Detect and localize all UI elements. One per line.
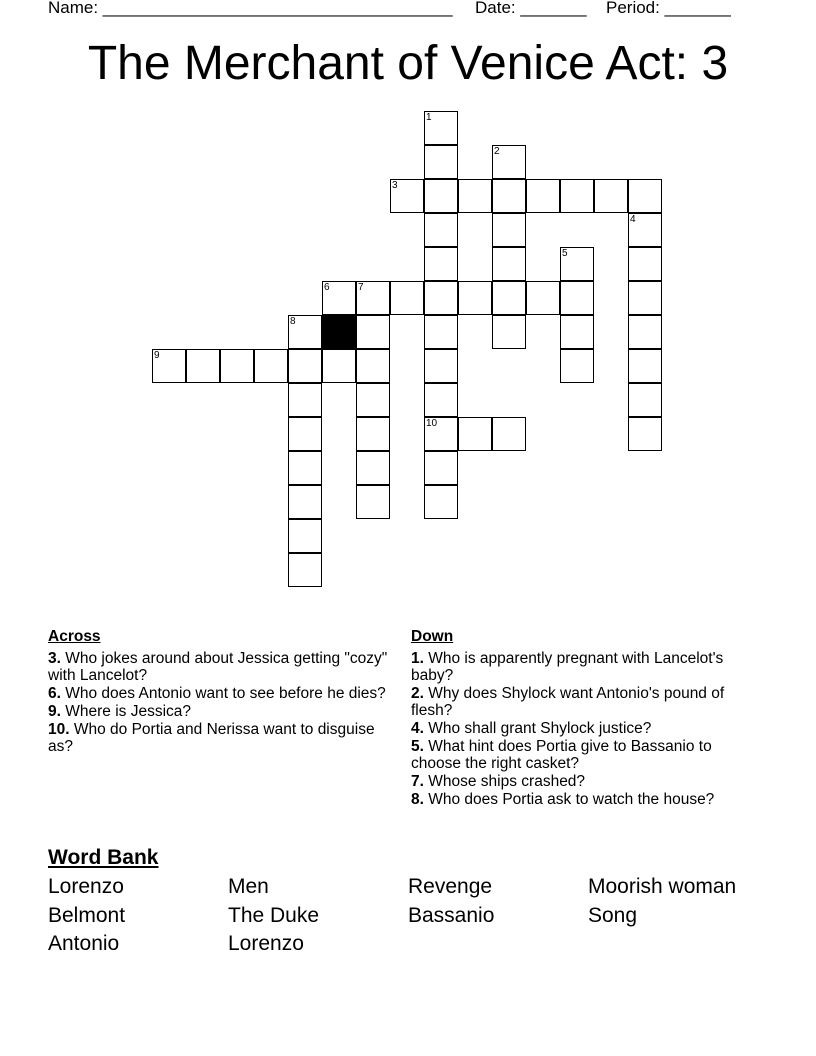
crossword-cell[interactable] — [424, 315, 458, 349]
crossword-cell[interactable] — [628, 383, 662, 417]
crossword-cell[interactable] — [424, 179, 458, 213]
crossword-cell[interactable] — [288, 485, 322, 519]
crossword-cell[interactable] — [594, 179, 628, 213]
crossword-cell[interactable] — [288, 417, 322, 451]
crossword-cell[interactable] — [288, 349, 322, 383]
crossword-cell[interactable] — [492, 281, 526, 315]
clue-down-4: 4. Who shall grant Shylock justice? — [411, 720, 652, 737]
name-field-label[interactable]: Name: _____________________________________ — [48, 0, 453, 17]
clue-down-7: 7. Whose ships crashed? — [411, 773, 586, 790]
down-clues — [411, 628, 761, 809]
crossword-cell[interactable] — [628, 281, 662, 315]
crossword-cell[interactable] — [560, 247, 594, 281]
crossword-cell[interactable] — [424, 213, 458, 247]
crossword-cell[interactable] — [628, 315, 662, 349]
clue-number: 5 — [562, 248, 568, 259]
crossword-cell[interactable] — [322, 281, 356, 315]
clue-number: 6 — [324, 282, 330, 293]
crossword-cell[interactable] — [458, 417, 492, 451]
across-heading: Across — [48, 628, 101, 645]
word-bank-item: Lorenzo — [48, 875, 124, 898]
crossword-cell[interactable] — [220, 349, 254, 383]
crossword-cell[interactable] — [628, 213, 662, 247]
crossword-cell[interactable] — [186, 349, 220, 383]
across-clues — [48, 628, 388, 756]
crossword-cell[interactable] — [492, 145, 526, 179]
crossword-cell[interactable] — [628, 417, 662, 451]
crossword-cell[interactable] — [492, 315, 526, 349]
crossword-cell[interactable] — [356, 281, 390, 315]
clue-down-5: 5. What hint does Portia give to Bassanio to choose the right casket? — [411, 738, 712, 772]
clue-across-3: 3. Who jokes around about Jessica getting "cozy" with Lancelot? — [48, 650, 388, 684]
clue-across-10: 10. Who do Portia and Nerissa want to disguise as? — [48, 721, 375, 755]
clue-across-9: 9. Where is Jessica? — [48, 703, 192, 720]
clue-number: 10 — [426, 418, 438, 429]
clue-across-6: 6. Who does Antonio want to see before he dies? — [48, 685, 386, 702]
crossword-cell[interactable] — [560, 349, 594, 383]
crossword-cell[interactable] — [356, 417, 390, 451]
crossword-cell[interactable] — [424, 281, 458, 315]
clue-down-1: 1. Who is apparently pregnant with Lancelot's baby? — [411, 650, 724, 684]
clue-down-2: 2. Why does Shylock want Antonio's pound of flesh? — [411, 685, 725, 719]
crossword-cell[interactable] — [356, 383, 390, 417]
clue-number: 9 — [154, 350, 160, 361]
word-bank-item: Men — [228, 875, 269, 898]
crossword-cell[interactable] — [424, 247, 458, 281]
clue-number: 2 — [494, 146, 500, 157]
crossword-cell[interactable] — [492, 179, 526, 213]
crossword-cell[interactable] — [424, 417, 458, 451]
clue-number: 8 — [290, 316, 296, 327]
crossword-cell[interactable] — [288, 315, 322, 349]
crossword-cell[interactable] — [288, 519, 322, 553]
period-field-label[interactable]: Period: _______ — [606, 0, 731, 17]
clue-down-8: 8. Who does Portia ask to watch the house? — [411, 791, 715, 808]
crossword-cell[interactable] — [356, 349, 390, 383]
crossword-cell[interactable] — [424, 451, 458, 485]
crossword-cell[interactable] — [560, 315, 594, 349]
clue-number: 3 — [392, 180, 398, 191]
word-bank-item: Moorish woman — [588, 875, 737, 898]
clue-number: 4 — [630, 214, 636, 225]
crossword-cell[interactable] — [526, 281, 560, 315]
word-bank-heading: Word Bank — [48, 846, 159, 869]
date-field-label[interactable]: Date: _______ — [475, 0, 587, 17]
crossword-cell[interactable] — [526, 179, 560, 213]
crossword-cell[interactable] — [492, 247, 526, 281]
crossword-cell[interactable] — [288, 451, 322, 485]
crossword-cell[interactable] — [322, 349, 356, 383]
crossword-cell[interactable] — [356, 485, 390, 519]
crossword-cell[interactable] — [628, 179, 662, 213]
page-title: The Merchant of Venice Act: 3 — [87, 37, 729, 90]
crossword-cell[interactable] — [356, 451, 390, 485]
word-bank-item: Revenge — [408, 875, 493, 898]
word-bank-item: Song — [588, 904, 638, 927]
crossword-cell[interactable] — [560, 281, 594, 315]
crossword-cell[interactable] — [560, 179, 594, 213]
crossword-cell[interactable] — [424, 145, 458, 179]
crossword-cell[interactable] — [424, 383, 458, 417]
down-heading: Down — [411, 628, 454, 645]
crossword-cell[interactable] — [288, 383, 322, 417]
crossword-cell[interactable] — [424, 349, 458, 383]
word-bank-item: The Duke — [228, 904, 320, 927]
word-bank-item: Antonio — [48, 932, 120, 955]
word-bank-item: Bassanio — [408, 904, 495, 927]
crossword-block — [322, 315, 356, 349]
crossword-cell[interactable] — [458, 281, 492, 315]
crossword-cell[interactable] — [390, 281, 424, 315]
word-bank-item: Lorenzo — [228, 932, 304, 955]
crossword-cell[interactable] — [424, 485, 458, 519]
crossword-cell[interactable] — [492, 417, 526, 451]
crossword-cell[interactable] — [492, 213, 526, 247]
crossword-cell[interactable] — [458, 179, 492, 213]
crossword-cell[interactable] — [628, 247, 662, 281]
crossword-cell[interactable] — [288, 553, 322, 587]
crossword-cell[interactable] — [390, 179, 424, 213]
crossword-cell[interactable] — [356, 315, 390, 349]
word-bank-item: Belmont — [48, 904, 126, 927]
crossword-cell[interactable] — [152, 349, 186, 383]
clue-number: 1 — [426, 112, 432, 123]
clue-number: 7 — [358, 282, 364, 293]
crossword-cell[interactable] — [424, 111, 458, 145]
crossword-cell[interactable] — [254, 349, 288, 383]
crossword-cell[interactable] — [628, 349, 662, 383]
